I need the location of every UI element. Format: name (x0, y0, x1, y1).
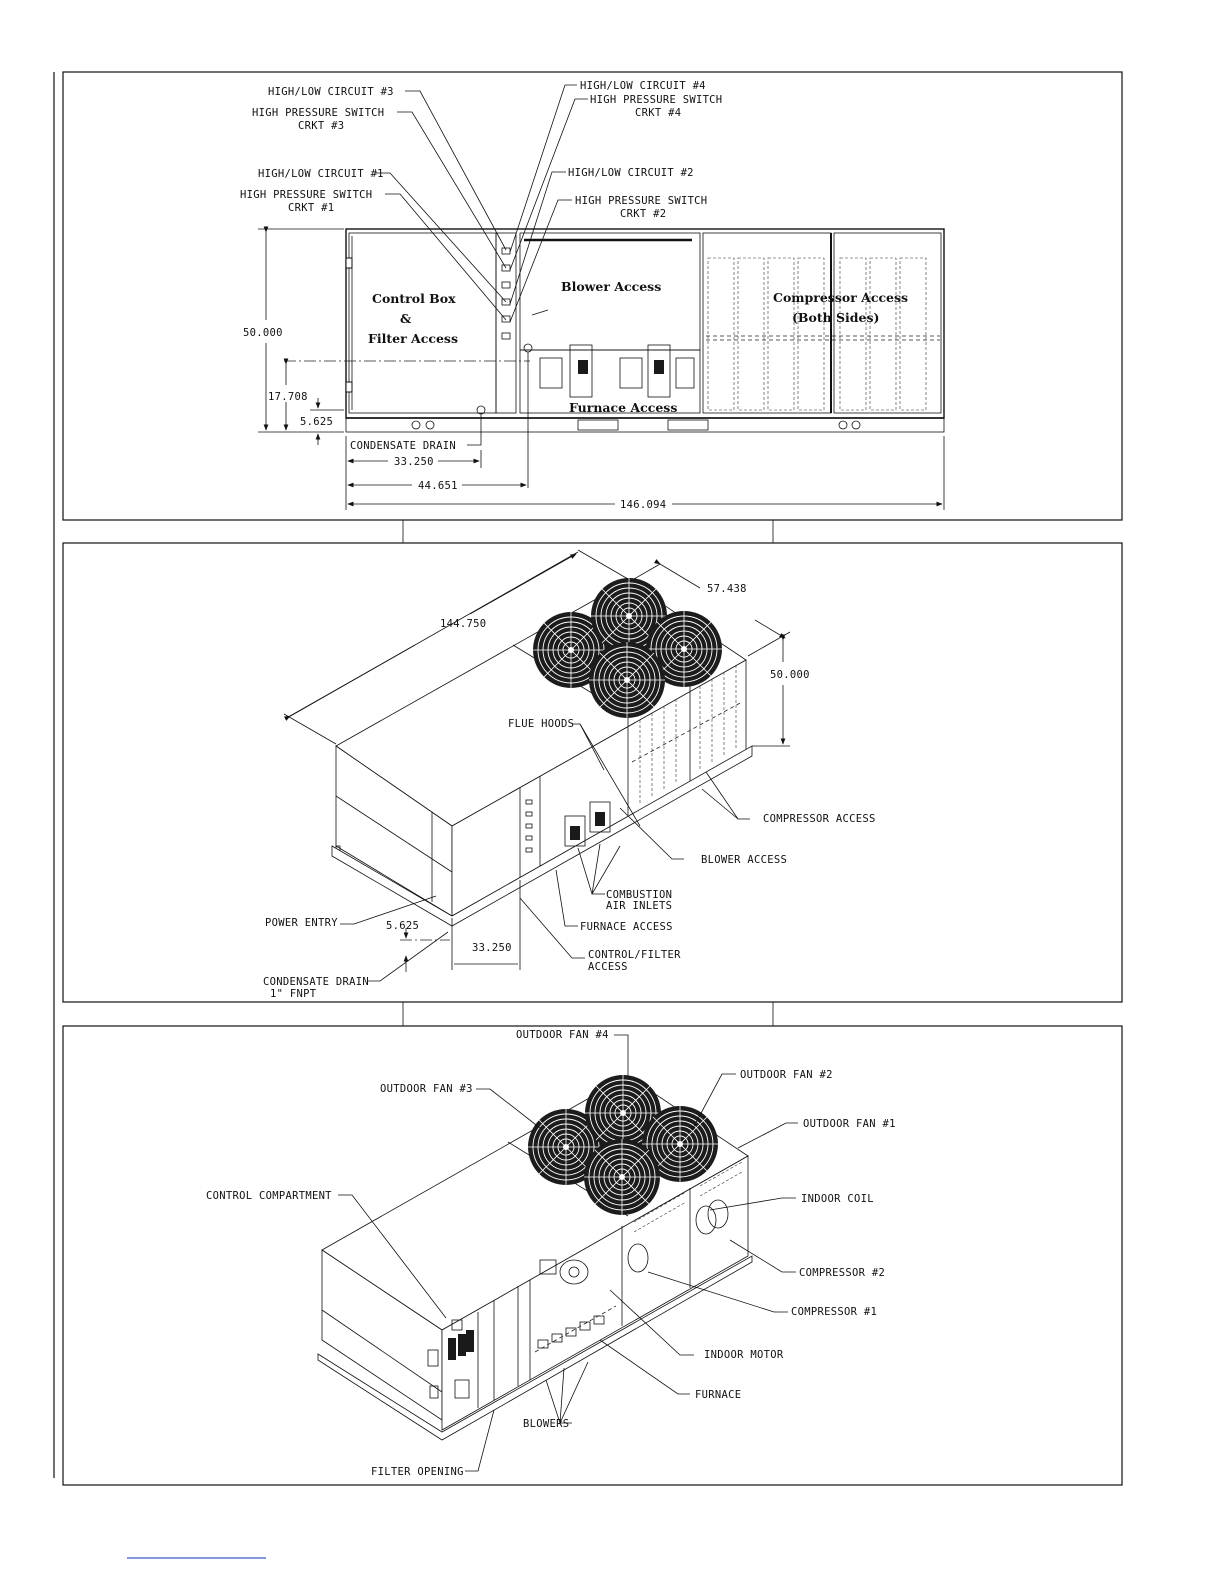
hl2-label: HIGH/LOW CIRCUIT #2 (568, 167, 694, 179)
fnpt-label: 1" FNPT (270, 988, 317, 1000)
hl4-label: HIGH/LOW CIRCUIT #4 (580, 80, 706, 92)
iso-dim-height: 50.000 (770, 669, 810, 681)
hps3-label: HIGH PRESSURE SWITCH (252, 107, 385, 119)
hps1-label: HIGH PRESSURE SWITCH (240, 189, 373, 201)
outdoor-fan-1-label: OUTDOOR FAN #1 (803, 1118, 896, 1130)
blowers-label: BLOWERS (523, 1418, 570, 1430)
compressor-access-label: Compressor Access (773, 290, 909, 305)
front-elevation-panel (63, 72, 1122, 520)
isometric-panel (63, 543, 1122, 1002)
dim-146094: 146.094 (620, 499, 667, 511)
access-label: ACCESS (588, 961, 628, 973)
hl3-label: HIGH/LOW CIRCUIT #3 (268, 86, 394, 98)
filter-access-label: Filter Access (368, 331, 458, 346)
iso-dim-drain-d: 33.250 (472, 942, 512, 954)
compressor-access-label: COMPRESSOR ACCESS (763, 813, 876, 825)
control-box-label: Control Box (372, 291, 456, 306)
compressor-grill (706, 258, 940, 410)
condensate-drain-label: CONDENSATE DRAIN (350, 440, 456, 452)
both-sides-label: (Both Sides) (792, 310, 880, 325)
ampersand-label: & (400, 311, 412, 326)
condensate-drain-label: CONDENSATE DRAIN (263, 976, 369, 988)
front-dimensions (258, 229, 944, 510)
outdoor-fan-3-label: OUTDOOR FAN #3 (380, 1083, 473, 1095)
cutaway-panel (63, 1026, 1122, 1485)
cutaway-fan-1-icon (584, 1139, 660, 1215)
hps2-crkt-label: CRKT #2 (620, 208, 667, 220)
iso-fan-icon (589, 642, 665, 718)
hps2-label: HIGH PRESSURE SWITCH (575, 195, 708, 207)
furnace-access-label: Furnace Access (569, 400, 678, 415)
front-leader-lines (375, 85, 588, 488)
furnace-access-label: FURNACE ACCESS (580, 921, 673, 933)
control-compartment-label: CONTROL COMPARTMENT (206, 1190, 332, 1202)
dim-44651: 44.651 (418, 480, 458, 492)
iso-dim-drain-h: 5.625 (386, 920, 420, 932)
hps4-crkt-label: CRKT #4 (635, 107, 682, 119)
iso-dim-length: 144.750 (440, 618, 487, 630)
blower-access-label: Blower Access (561, 279, 662, 294)
power-entry-label: POWER ENTRY (265, 917, 338, 929)
compressor-2-label: COMPRESSOR #2 (799, 1267, 886, 1279)
hl1-label: HIGH/LOW CIRCUIT #1 (258, 168, 384, 180)
hps4-label: HIGH PRESSURE SWITCH (590, 94, 723, 106)
blower-access-label: BLOWER ACCESS (701, 854, 788, 866)
air-inlets-label: AIR INLETS (606, 900, 673, 912)
dim-17708: 17.708 (268, 391, 308, 403)
dim-height: 50.000 (243, 327, 283, 339)
dim-5625: 5.625 (300, 416, 334, 428)
compressor-1-label: COMPRESSOR #1 (791, 1306, 878, 1318)
combustion-label: COMBUSTION (606, 889, 673, 901)
dim-33250: 33.250 (394, 456, 434, 468)
filter-opening-label: FILTER OPENING (371, 1466, 464, 1478)
control-filter-label: CONTROL/FILTER (588, 949, 681, 961)
iso-dim-width: 57.438 (707, 583, 747, 595)
outdoor-fan-4-label: OUTDOOR FAN #4 (516, 1029, 609, 1041)
indoor-coil-label: INDOOR COIL (801, 1193, 874, 1205)
hps1-crkt-label: CRKT #1 (288, 202, 335, 214)
furnace-label: FURNACE (695, 1389, 742, 1401)
indoor-motor-label: INDOOR MOTOR (704, 1349, 784, 1361)
outdoor-fan-2-label: OUTDOOR FAN #2 (740, 1069, 833, 1081)
flue-hoods-label: FLUE HOODS (508, 718, 575, 730)
hps3-crkt-label: CRKT #3 (298, 120, 345, 132)
